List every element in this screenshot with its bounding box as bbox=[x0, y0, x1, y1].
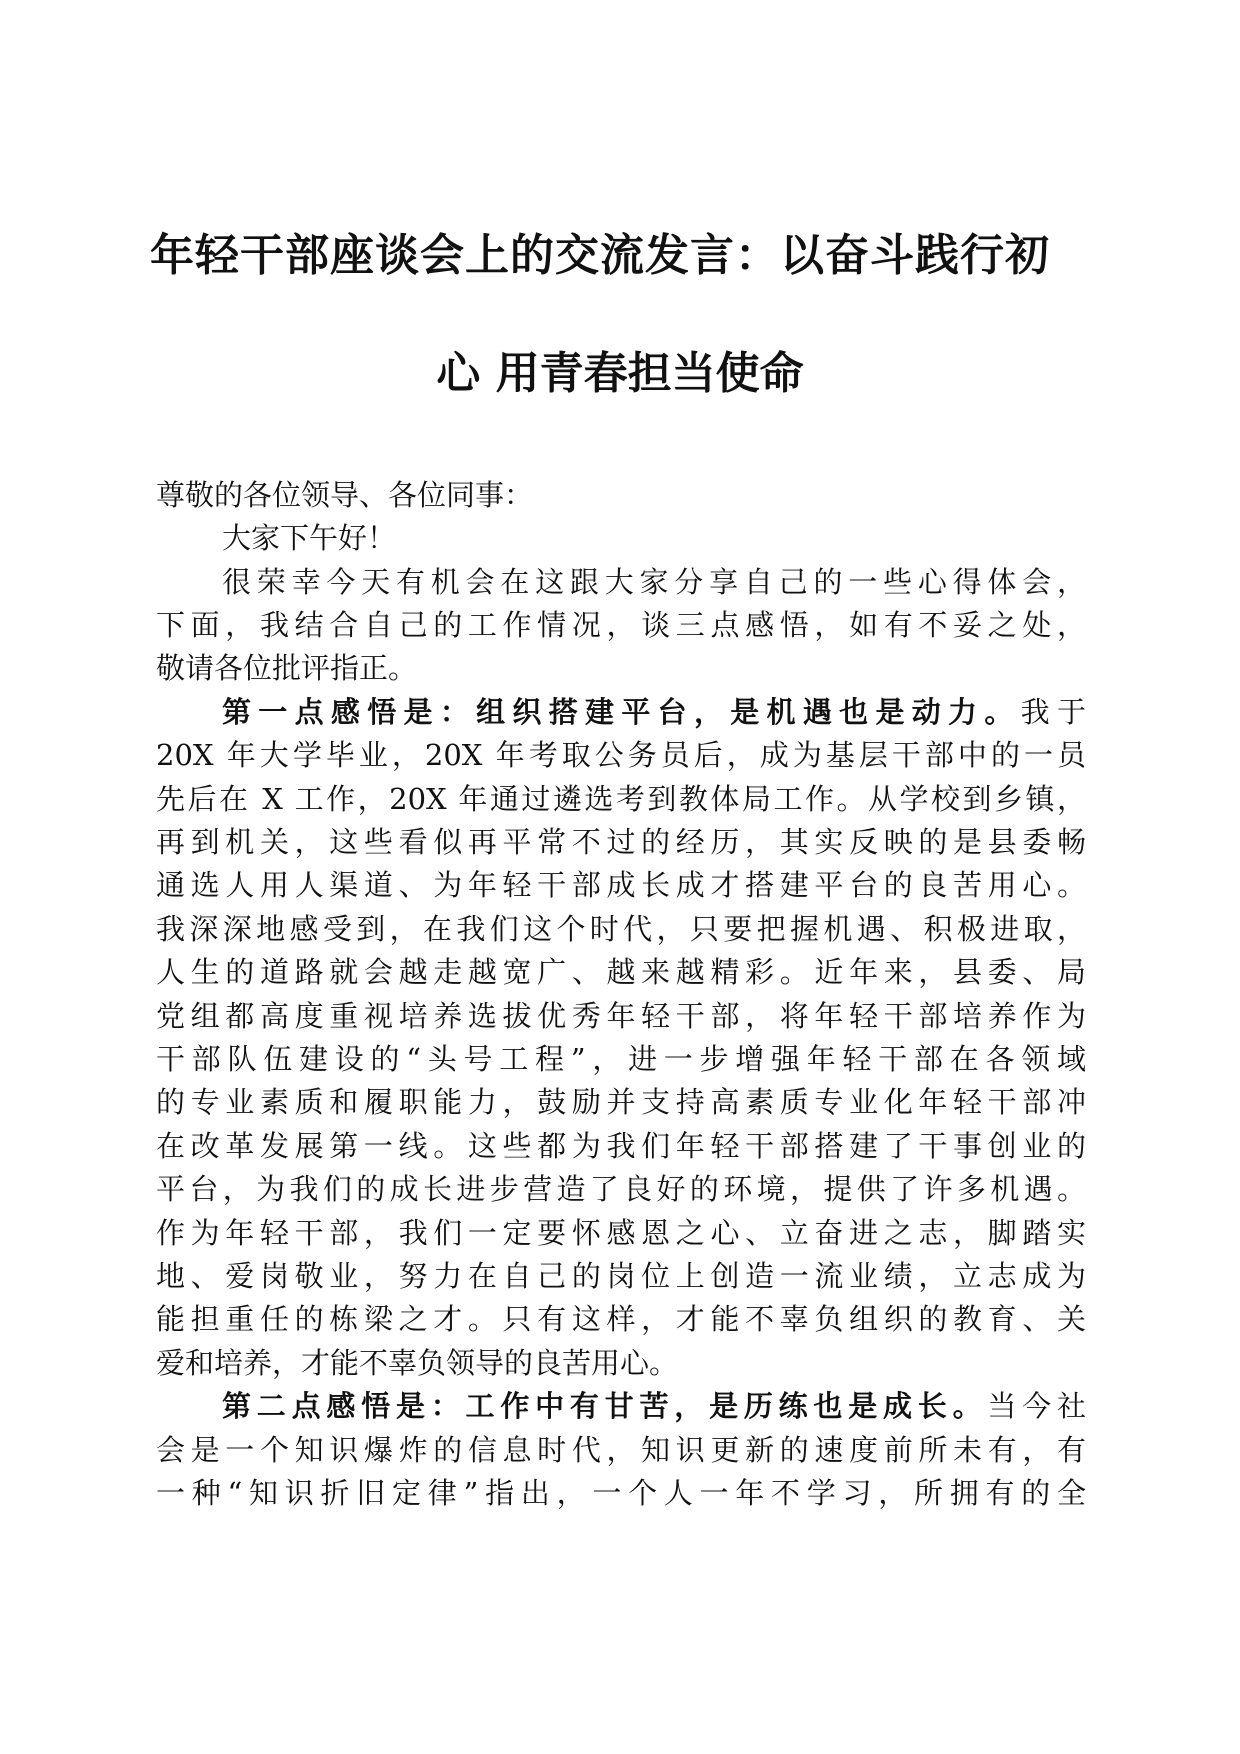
paragraph-line: 在改革发展第一线。这些都为我们年轻干部搭建了干事创业的 bbox=[156, 1129, 1086, 1163]
greeting: 大家下午好！ bbox=[222, 521, 397, 555]
paragraph-line: 通选人用人渠道、为年轻干部成长成才搭建平台的良苦用心。 bbox=[156, 868, 1086, 902]
paragraph-line: 的专业素质和履职能力，鼓励并支持高素质专业化年轻干部冲 bbox=[156, 1085, 1086, 1119]
paragraph-line: 作为年轻干部，我们一定要怀感恩之心、立奋进之志，脚踏实 bbox=[156, 1216, 1086, 1250]
point-2-lead-text: 当今社 bbox=[987, 1389, 1086, 1423]
document-title-line-2: 心 用青春担当使命 bbox=[436, 348, 804, 399]
point-1-lead-text: 我于 bbox=[1020, 695, 1086, 729]
point-1-first-line bbox=[222, 695, 1086, 731]
paragraph-line: 先后在 X 工作，20X 年通过遴选考到教体局工作。从学校到乡镇， bbox=[156, 782, 1086, 816]
point-2-first-line bbox=[222, 1389, 1086, 1425]
intro-line: 敬请各位批评指正。 bbox=[156, 651, 418, 685]
intro-line: 下面，我结合自己的工作情况，谈三点感悟，如有不妥之处， bbox=[156, 608, 1086, 642]
paragraph-line: 能担重任的栋梁之才。只有这样，才能不辜负组织的教育、关 bbox=[156, 1302, 1086, 1336]
point-1-heading: 第一点感悟是：组织搭建平台，是机遇也是动力。 bbox=[222, 695, 1021, 729]
paragraph-line: 人生的道路就会越走越宽广、越来越精彩。近年来，县委、局 bbox=[156, 955, 1086, 989]
paragraph-line: 20X 年大学毕业，20X 年考取公务员后，成为基层干部中的一员 bbox=[156, 738, 1086, 772]
paragraph-line: 平台，为我们的成长进步营造了良好的环境，提供了许多机遇。 bbox=[156, 1172, 1086, 1206]
paragraph-line: 我深深地感受到，在我们这个时代，只要把握机遇、积极进取， bbox=[156, 912, 1086, 946]
paragraph-line: 地、爱岗敬业，努力在自己的岗位上创造一流业绩，立志成为 bbox=[156, 1259, 1086, 1293]
paragraph-line: 干部队伍建设的“头号工程”，进一步增强年轻干部在各领域 bbox=[156, 1042, 1086, 1076]
paragraph-line: 再到机关，这些看似再平常不过的经历，其实反映的是县委畅 bbox=[156, 825, 1086, 859]
paragraph-line: 会是一个知识爆炸的信息时代，知识更新的速度前所未有，有 bbox=[156, 1433, 1086, 1467]
paragraph-line: 爱和培养，才能不辜负领导的良苦用心。 bbox=[156, 1346, 679, 1380]
salutation: 尊敬的各位领导、各位同事： bbox=[156, 478, 534, 512]
document-title-line-1: 年轻干部座谈会上的交流发言：以奋斗践行初 bbox=[150, 230, 1050, 281]
paragraph-line: 党组都高度重视培养选拔优秀年轻干部，将年轻干部培养作为 bbox=[156, 999, 1086, 1033]
intro-line: 很荣幸今天有机会在这跟大家分享自己的一些心得体会， bbox=[222, 565, 1086, 599]
point-2-heading: 第二点感悟是：工作中有甘苦，是历练也是成长。 bbox=[222, 1389, 988, 1423]
paragraph-line: 一种“知识折旧定律”指出，一个人一年不学习，所拥有的全 bbox=[156, 1476, 1086, 1510]
